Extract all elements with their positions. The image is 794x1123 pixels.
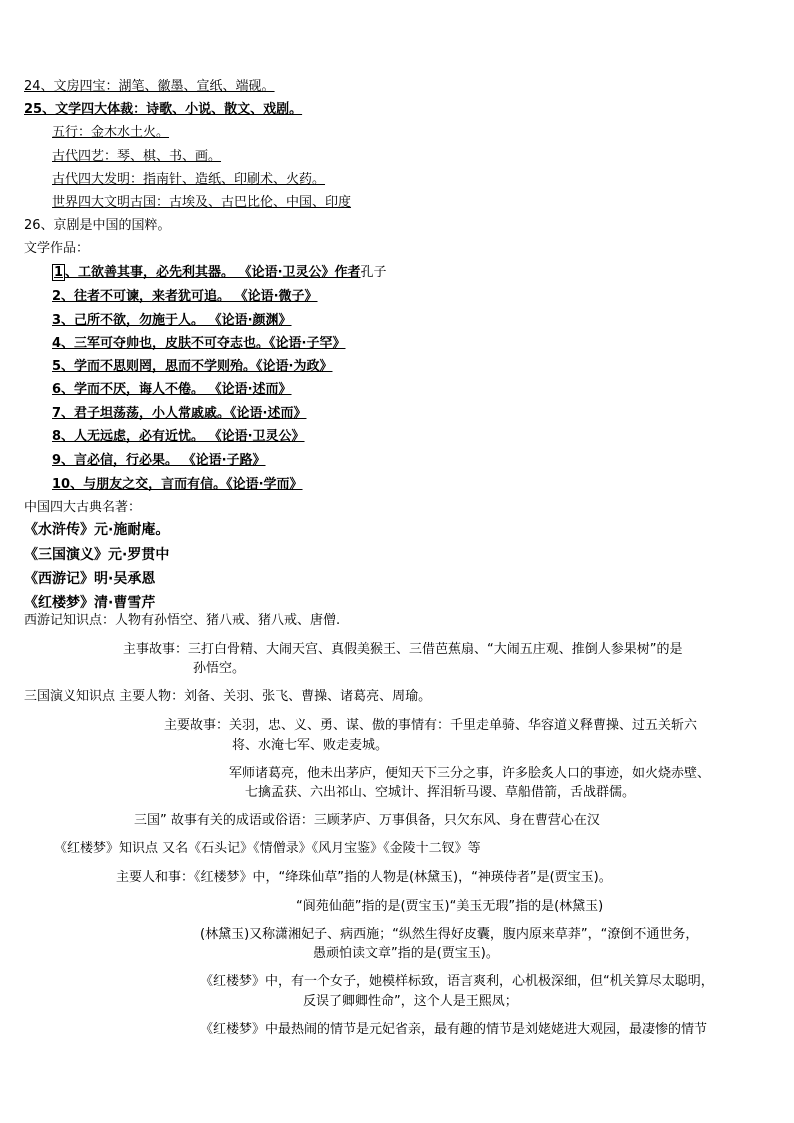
- quote-4-text: 4、三军可夺帅也，皮肤不可夺志也。《论语·子罕》: [52, 336, 346, 351]
- sanguo-line-1: [24, 688, 431, 706]
- quote-3-text: 3、己所不欲，勿施于人。 《论语·颜渊》: [52, 313, 292, 328]
- honglou-line-4: [200, 926, 698, 944]
- quote-6-text: 6、学而不厌，诲人不倦。 《论语·述而》: [52, 382, 292, 397]
- quote-7-text: 7、君子坦荡荡，小人常戚戚。《论语·述而》: [52, 406, 307, 421]
- classics-heading-text: 中国四大古典名著：: [24, 500, 142, 515]
- sanguo-line-6: [134, 812, 600, 830]
- faming-line: [52, 171, 325, 189]
- quote-1: [52, 264, 387, 282]
- siyi-text: 古代四艺：琴、棋、书、画。: [52, 149, 222, 164]
- quote-5-text: 5、学而不思则罔，思而不学则殆。《论语·为政》: [52, 359, 333, 374]
- quote-10-text: 10、与朋友之交，言而有信。《论语·学而》: [52, 477, 303, 492]
- xiyouji-line-2: [123, 641, 682, 659]
- classic-shuihu: [24, 520, 169, 540]
- sanguo-line-4-text: 军师诸葛亮，他未出茅庐，便知天下三分之事，许多脍炙人口的事迹，如火烧赤壁、: [229, 766, 711, 781]
- honglou-line-8: [200, 1021, 707, 1039]
- quote-9-text: 9、言必信，行必果。 《论语·子路》: [52, 453, 266, 468]
- honglou-line-6-text: 《红楼梦》中，有一个女子，她模样标致，语言爽利，心机极深细，但“机关算尽太聪明，: [200, 974, 714, 989]
- honglou-line-6: [200, 973, 714, 991]
- honglou-line-5: [313, 945, 499, 963]
- honglou-line-7-text: 反误了卿卿性命”，这个人是王熙凤；: [303, 994, 518, 1009]
- honglou-line-2-text: 主要人和事：《红楼梦》中，“绛珠仙草”指的人物是(林黛玉)，“神瑛侍者”是(贾宝玉)。: [116, 870, 612, 885]
- literature-heading-text: 文学作品：: [24, 241, 90, 256]
- quote-4: [52, 335, 345, 353]
- quote-9: [52, 452, 266, 470]
- honglou-line-5-text: 愚顽怕读文章”指的是(贾宝玉)。: [313, 946, 499, 961]
- quote-1-text: 、工欲善其事，必先利其器。 《论语·卫灵公》作者: [65, 265, 361, 280]
- wuxing-line: [52, 124, 169, 142]
- item-24-text: 24、文房四宝：湖笔、徽墨、宣纸、端砚。: [24, 79, 275, 94]
- quote-3: [52, 312, 292, 330]
- xiyouji-line-3-text: 孙悟空。: [193, 661, 246, 676]
- sanguo-line-3: [232, 737, 388, 755]
- honglou-line-1: [54, 840, 481, 858]
- honglou-line-7: [303, 993, 518, 1011]
- quote-8: [52, 428, 305, 446]
- item-25-text: 25、文学四大体裁：诗歌、小说、散文、戏剧。: [24, 102, 303, 117]
- classic-honglou-text: 《红楼梦》清·曹雪芹: [24, 595, 156, 611]
- quote-6: [52, 381, 292, 399]
- honglou-line-8-text: 《红楼梦》中最热闹的情节是元妃省亲，最有趣的情节是刘姥姥进大观园，最凄惨的情节: [200, 1022, 708, 1037]
- honglou-line-3: [296, 898, 603, 916]
- classic-sanguo-text: 《三国演义》元·罗贯中: [24, 547, 170, 563]
- sanguo-line-2: [164, 717, 697, 735]
- classic-shuihu-text: 《水浒传》元·施耐庵。: [24, 522, 170, 538]
- xiyouji-line-1-text: 西游记知识点：人物有孙悟空、猪八戒、猪八戒、唐僧.: [24, 613, 341, 628]
- wenming-text: 世界四大文明古国：古埃及、古巴比伦、中国、印度: [52, 195, 352, 210]
- classic-sanguo: [24, 545, 169, 565]
- item-25: [24, 101, 302, 119]
- classic-honglou: [24, 593, 155, 613]
- xiyouji-line-2-text: 主事故事：三打白骨精、大闹天宫、真假美猴王、三借芭蕉扇、“大闹五庄观、推倒人参果树”的是: [123, 642, 683, 657]
- quote-5: [52, 358, 332, 376]
- honglou-line-3-text: “阆苑仙葩”指的是(贾宝玉)“美玉无瑕”指的是(林黛玉): [296, 899, 604, 914]
- honglou-line-2: [116, 869, 612, 887]
- classic-xiyou: [24, 569, 155, 589]
- honglou-line-4-text: (林黛玉)又称潇湘妃子、病西施；“纵然生得好皮囊，腹内原来草莽”，“潦倒不通世务，: [200, 927, 699, 942]
- honglou-line-1-text: 《红楼梦》知识点 又名《石头记》《情僧录》《风月宝鉴》《金陵十二钗》等: [54, 841, 481, 856]
- classic-xiyou-text: 《西游记》明·吴承恩: [24, 571, 156, 587]
- quote-8-text: 8、人无远虑，必有近忧。 《论语·卫灵公》: [52, 429, 305, 444]
- sanguo-line-5: [245, 784, 635, 802]
- siyi-line: [52, 148, 221, 166]
- quote-2: [52, 288, 318, 306]
- quote-2-text: 2、往者不可谏，来者犹可追。 《论语·微子》: [52, 289, 318, 304]
- sanguo-line-6-text: 三国” 故事有关的成语或俗语：三顾茅庐、万事俱备，只欠东风、身在曹营心在汉: [134, 813, 600, 828]
- quote-1-author: 孔子: [360, 265, 387, 280]
- sanguo-line-5-text: 七擒孟获、六出祁山、空城计、挥泪斩马谡、草船借箭，舌战群儒。: [245, 785, 636, 800]
- quote-10: [52, 476, 303, 494]
- sanguo-line-1-text: 三国演义知识点 主要人物：刘备、关羽、张飞、曹操、诸葛亮、周瑜。: [24, 689, 432, 704]
- sanguo-line-3-text: 将、水淹七军、败走麦城。: [232, 738, 389, 753]
- faming-text: 古代四大发明：指南针、造纸、印刷术、火药。: [52, 172, 326, 187]
- item-24: [24, 78, 275, 96]
- wuxing-text: 五行：金木水土火。: [52, 125, 170, 140]
- quote-1-number: 1: [54, 265, 64, 280]
- wenming-line: [52, 194, 351, 212]
- item-26-text: 26、京剧是中国的国粹。: [24, 218, 171, 233]
- sanguo-line-2-text: 主要故事：关羽，忠、义、勇、谋、傲的事情有：千里走单骑、华容道义释曹操、过五关斩六: [164, 718, 698, 733]
- classics-heading: [24, 499, 141, 517]
- sanguo-line-4: [229, 765, 710, 783]
- item-26: [24, 217, 171, 235]
- quote-7: [52, 405, 306, 423]
- xiyouji-line-3: [193, 660, 245, 678]
- literature-heading: [24, 240, 89, 258]
- xiyouji-line-1: [24, 612, 340, 630]
